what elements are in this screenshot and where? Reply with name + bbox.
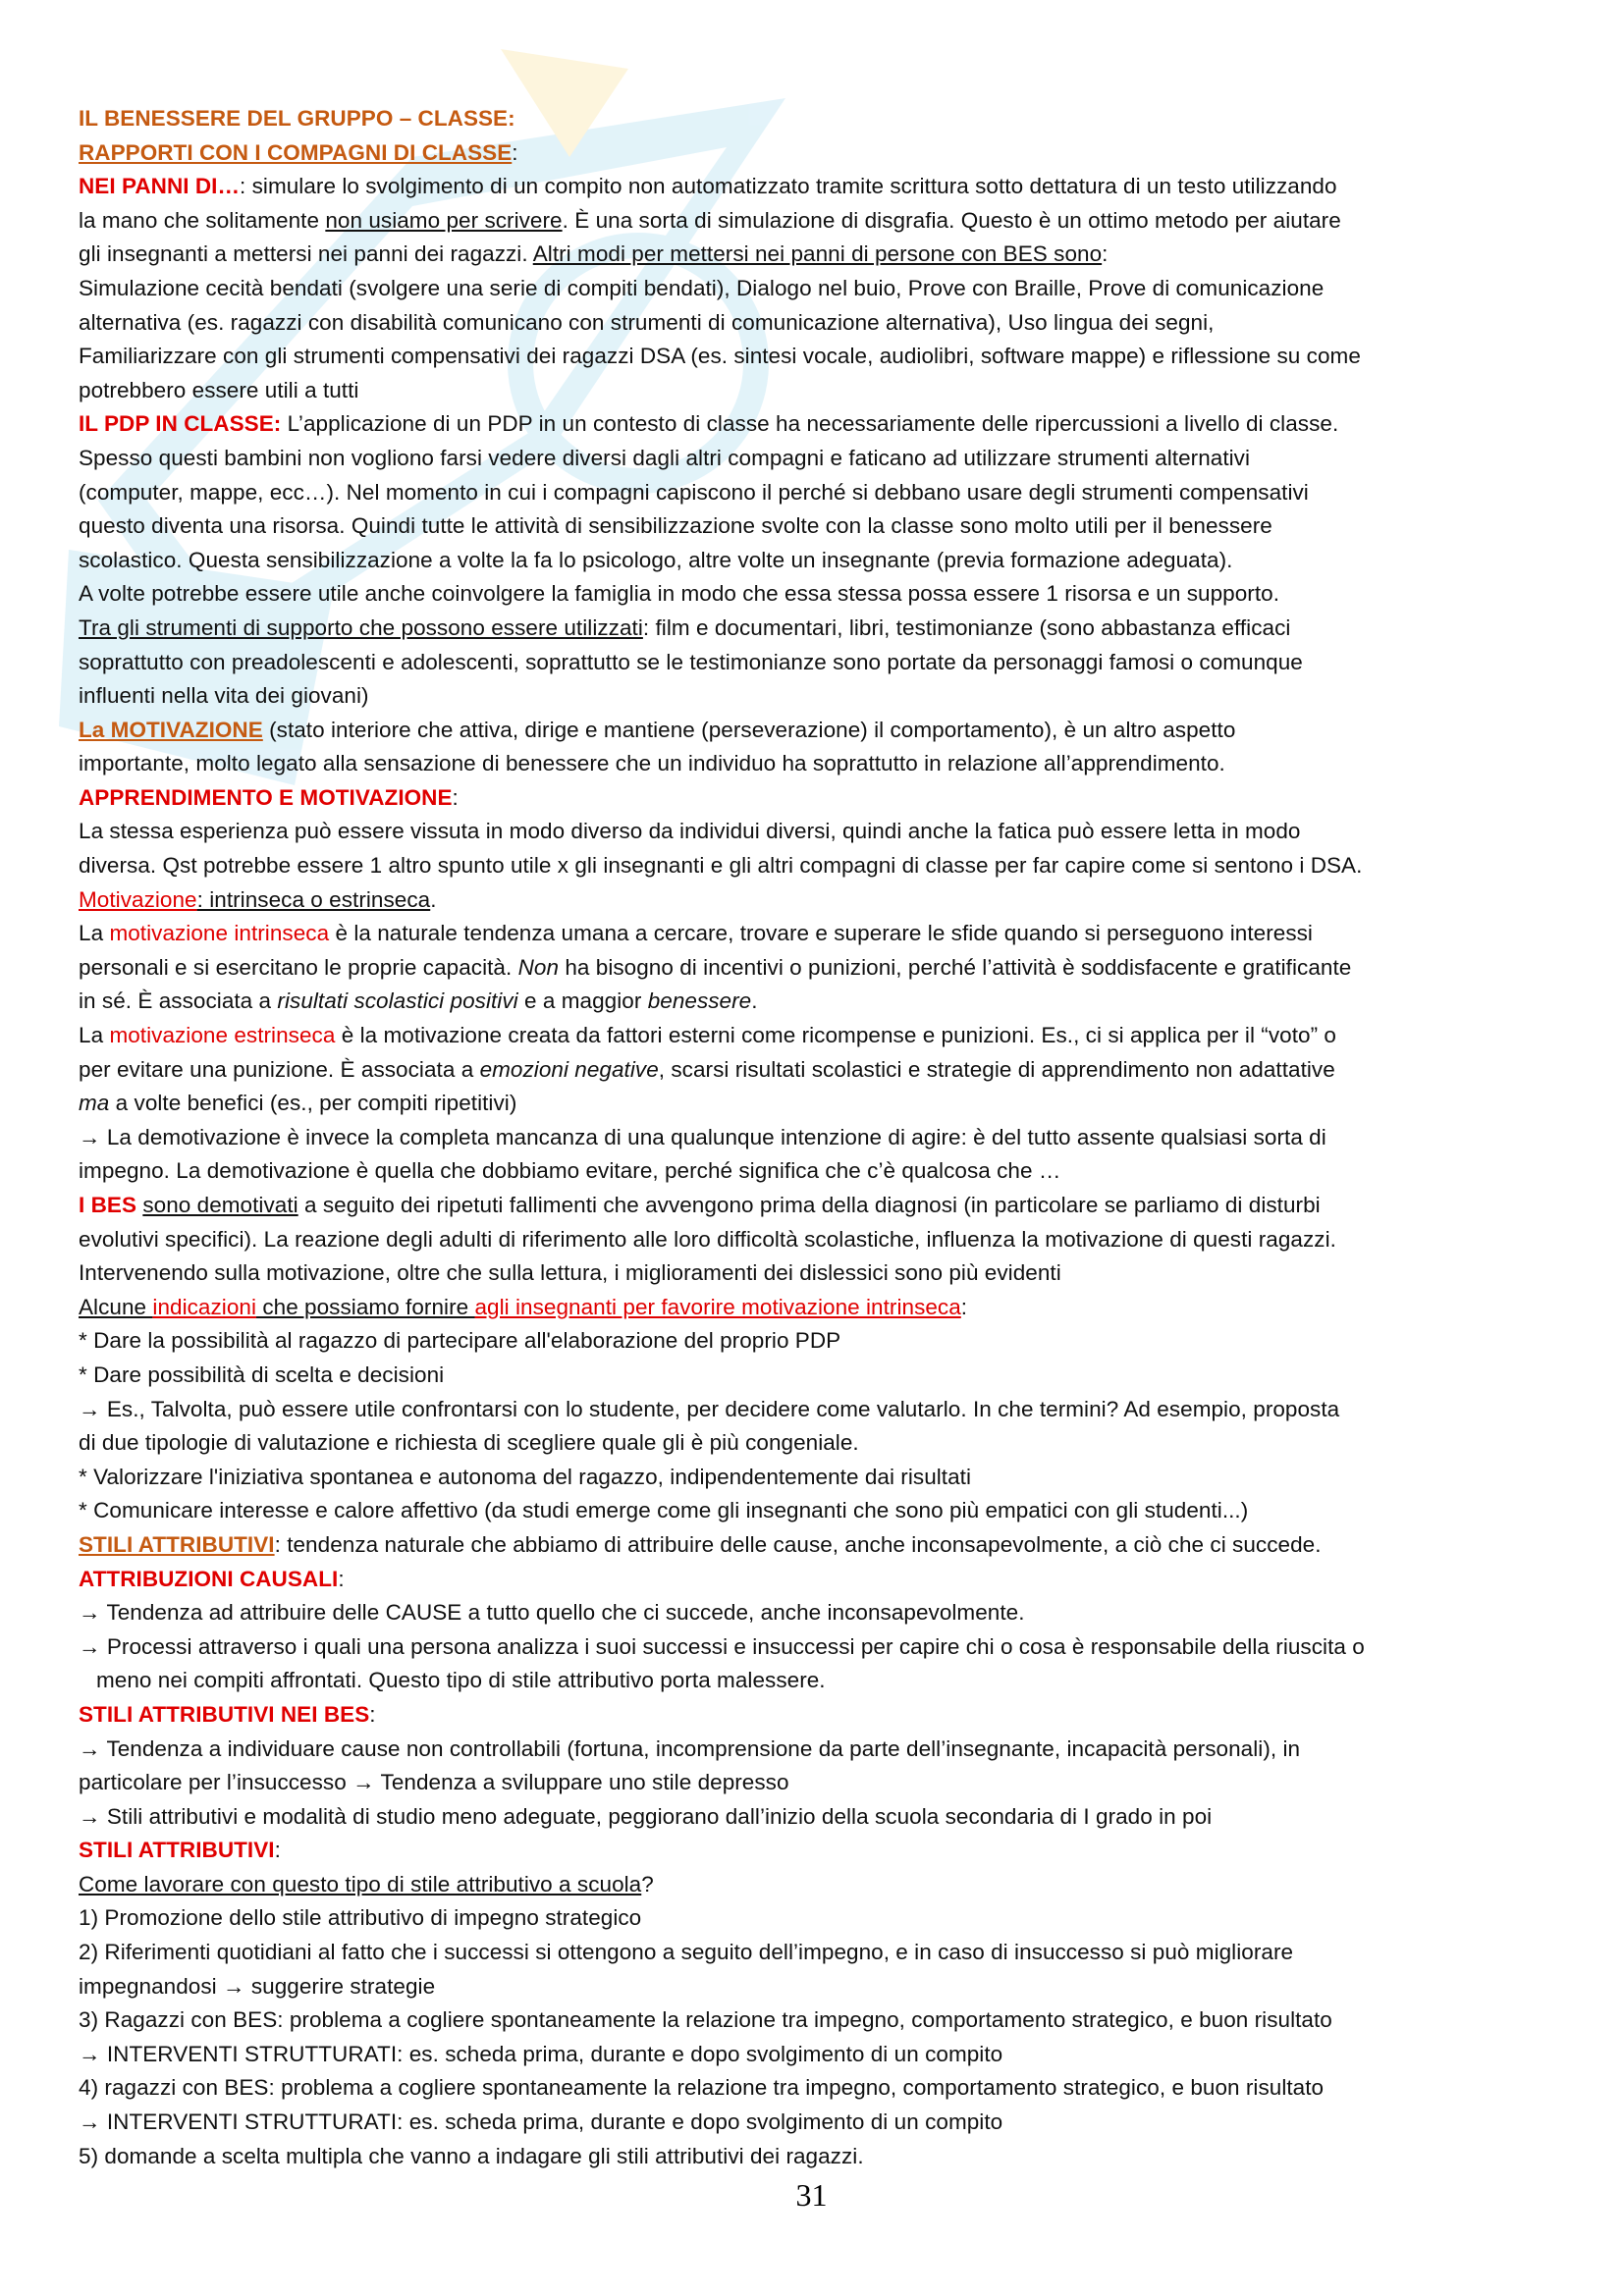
text-line bbox=[79, 1970, 1551, 2004]
text-line bbox=[79, 476, 1551, 510]
text-run: diversa. Qst potrebbe essere 1 altro spunto utile x gli insegnanti e gli altri compagni di classe per far capire come si sentono i DSA. bbox=[79, 853, 1363, 879]
text-run: 1) Promozione dello stile attributivo di impegno strategico bbox=[79, 1905, 642, 1931]
text-run: . È una sorta di simulazione di disgrafia. Questo è un ottimo metodo per aiutare bbox=[562, 207, 1341, 233]
text-line bbox=[79, 714, 1551, 748]
page-number: 31 bbox=[795, 2177, 828, 2213]
text-line bbox=[79, 815, 1551, 849]
text-line bbox=[79, 1528, 1551, 1563]
text-line bbox=[79, 1733, 1551, 1767]
text-run: → Tendenza a individuare cause non controllabili (fortuna, incomprensione da parte dell’insegnante, incapacità personali), in bbox=[79, 1735, 1301, 1761]
text-run: → Tendenza ad attribuire delle CAUSE a tutto quello che ci succede, anche inconsapevolmente. bbox=[79, 1600, 1025, 1626]
text-line bbox=[79, 1868, 1551, 1902]
text-line bbox=[79, 917, 1551, 951]
text-run: (computer, mappe, ecc…). Nel momento in cui i compagni capiscono il perché si debbano usare degli strumenti compensativi bbox=[79, 479, 1309, 505]
text-line bbox=[79, 2140, 1551, 2174]
text-line bbox=[79, 204, 1551, 239]
text-run: ? bbox=[641, 1871, 654, 1896]
text-line bbox=[79, 1256, 1551, 1291]
text-run: scolastico. Questa sensibilizzazione a volte la fa lo psicologo, altre volte un insegnante (previa formazione adeguata). bbox=[79, 547, 1233, 572]
text-line bbox=[79, 679, 1551, 714]
text-run: A volte potrebbe essere utile anche coinvolgere la famiglia in modo che essa stessa possa essere 1 risorsa e un supporto. bbox=[79, 581, 1279, 607]
text-run: : intrinseca o estrinseca bbox=[196, 886, 431, 912]
text-run: → INTERVENTI STRUTTURATI: es. scheda prima, durante e dopo svolgimento di un compito bbox=[79, 2041, 1003, 2066]
text-line bbox=[79, 1834, 1551, 1868]
text-run: Familiarizzare con gli strumenti compensativi dei ragazzi DSA (es. sintesi vocale, audiolibri, software mappe) e riflessione su come bbox=[79, 344, 1361, 369]
text-run: 5) domande a scelta multipla che vanno a indagare gli stili attributivi dei ragazzi. bbox=[79, 2143, 864, 2168]
text-line bbox=[79, 747, 1551, 781]
text-run: : tendenza naturale che abbiamo di attribuire delle cause, anche inconsapevolmente, a ciò che ci succede. bbox=[274, 1531, 1322, 1557]
page-body bbox=[79, 102, 1551, 2173]
text-run: agli insegnanti per favorire motivazione intrinseca bbox=[474, 1294, 961, 1319]
text-line bbox=[79, 1664, 1551, 1698]
text-run: evolutivi specifici). La reazione degli adulti di riferimento alle loro difficoltà scolastiche, influenza la motivazione di questi ragazzi. bbox=[79, 1226, 1336, 1252]
text-line bbox=[79, 781, 1551, 816]
text-line bbox=[79, 577, 1551, 612]
text-line bbox=[79, 646, 1551, 680]
text-run: di due tipologie di valutazione e richiesta di scegliere quale gli è più congeniale. bbox=[79, 1430, 859, 1456]
text-run: importante, molto legato alla sensazione di benessere che un individuo ha soprattutto in relazione all’apprendimento. bbox=[79, 751, 1225, 776]
text-run: questo diventa una risorsa. Quindi tutte le attività di sensibilizzazione svolte con la classe sono molto utili per il benessere bbox=[79, 513, 1272, 539]
text-run: La bbox=[79, 921, 110, 946]
text-run: : bbox=[512, 139, 518, 165]
text-run: per evitare una punizione. È associata a bbox=[79, 1056, 480, 1082]
text-run: sono demotivati bbox=[142, 1193, 298, 1217]
text-line bbox=[79, 1698, 1551, 1733]
text-run: non usiamo per scrivere bbox=[325, 207, 563, 233]
text-run: personali e si esercitano le proprie capacità. bbox=[79, 954, 518, 980]
text-run: (stato interiore che attiva, dirige e mantiene (perseverazione) il comportamento), è un altro aspetto bbox=[262, 717, 1236, 742]
text-run: → Es., Talvolta, può essere utile confrontarsi con lo studente, per decidere come valutarlo. In che termini? Ad esempio, proposta bbox=[79, 1396, 1340, 1421]
text-run: impegnandosi → suggerire strategie bbox=[79, 1973, 436, 1999]
text-line bbox=[79, 544, 1551, 578]
text-line bbox=[79, 2106, 1551, 2140]
text-run: : bbox=[1102, 241, 1109, 267]
text-line bbox=[79, 1324, 1551, 1359]
text-line bbox=[79, 1800, 1551, 1835]
text-run: risultati scolastici positivi bbox=[277, 988, 518, 1014]
text-line bbox=[79, 2003, 1551, 2038]
text-run: impegno. La demotivazione è quella che dobbiamo evitare, perché significa che c’è qualcosa che … bbox=[79, 1158, 1061, 1184]
text-run: * Valorizzare l'iniziativa spontanea e autonoma del ragazzo, indipendentemente dai risultati bbox=[79, 1464, 972, 1489]
text-run: : film e documentari, libri, testimonianze (sono abbastanza efficaci bbox=[642, 614, 1291, 640]
text-run: . bbox=[430, 886, 437, 912]
text-run: gli insegnanti a mettersi nei panni dei ragazzi. bbox=[79, 241, 533, 267]
text-line bbox=[79, 1426, 1551, 1461]
text-line bbox=[79, 612, 1551, 646]
text-line bbox=[79, 2071, 1551, 2106]
text-run: : simulare lo svolgimento di un compito non automatizzato tramite scrittura sotto dettatura di un testo utilizzando bbox=[240, 174, 1337, 199]
text-run: Altri modi per mettersi nei panni di persone con BES sono bbox=[532, 241, 1103, 267]
text-line bbox=[79, 1019, 1551, 1053]
text-line bbox=[79, 1494, 1551, 1528]
text-run: 4) ragazzi con BES: problema a cogliere spontaneamente la relazione tra impegno, comportamento strategico, e buon risultato bbox=[79, 2075, 1325, 2101]
text-line bbox=[79, 2038, 1551, 2072]
text-line bbox=[79, 1121, 1551, 1155]
text-run: benessere bbox=[647, 988, 752, 1014]
text-run: : bbox=[452, 784, 459, 810]
text-line bbox=[79, 1393, 1551, 1427]
text-run: Tra gli strumenti di supporto che possono essere utilizzati bbox=[79, 614, 643, 640]
text-run: La MOTIVAZIONE bbox=[79, 717, 263, 742]
text-line bbox=[79, 1223, 1551, 1257]
text-run: IL PDP IN CLASSE: bbox=[79, 411, 282, 437]
text-run: : bbox=[338, 1566, 345, 1591]
text-line bbox=[79, 1359, 1551, 1393]
text-line bbox=[79, 1087, 1551, 1121]
text-line bbox=[79, 1189, 1551, 1223]
text-run: Motivazione bbox=[79, 886, 197, 912]
text-line bbox=[79, 509, 1551, 544]
text-run: influenti nella vita dei giovani) bbox=[79, 683, 369, 709]
text-line bbox=[79, 1461, 1551, 1495]
text-run: La bbox=[79, 1023, 110, 1048]
text-line bbox=[79, 136, 1551, 171]
text-line bbox=[79, 883, 1551, 918]
text-run: → La demotivazione è invece la completa mancanza di una qualunque intenzione di agire: è del tutto assente qualsiasi sorta di bbox=[79, 1124, 1326, 1149]
text-line bbox=[79, 238, 1551, 272]
text-run: che possiamo fornire bbox=[256, 1294, 475, 1319]
text-run: → Stili attributivi e modalità di studio meno adeguate, peggiorano dall’inizio della scuola secondaria di I grado in poi bbox=[79, 1803, 1213, 1829]
text-line bbox=[79, 170, 1551, 204]
text-run: RAPPORTI CON I COMPAGNI DI CLASSE bbox=[79, 139, 513, 165]
text-run: in sé. È associata a bbox=[79, 988, 278, 1014]
text-line bbox=[79, 340, 1551, 374]
text-run: ATTRIBUZIONI CAUSALI bbox=[79, 1566, 339, 1591]
text-line bbox=[79, 1936, 1551, 1970]
text-run: NEI PANNI DI… bbox=[79, 174, 240, 199]
text-run: ma bbox=[79, 1091, 110, 1116]
text-run: meno nei compiti affrontati. Questo tipo di stile attributivo porta malessere. bbox=[96, 1668, 826, 1693]
text-run: * Comunicare interesse e calore affettivo (da studi emerge come gli insegnanti che sono più empatici con gli studenti...) bbox=[79, 1498, 1249, 1523]
text-run: è la naturale tendenza umana a cercare, trovare e superare le sfide quando si perseguono interessi bbox=[329, 921, 1313, 946]
text-run: STILI ATTRIBUTIVI bbox=[79, 1531, 275, 1557]
text-line bbox=[79, 985, 1551, 1019]
text-run: → INTERVENTI STRUTTURATI: es. scheda prima, durante e dopo svolgimento di un compito bbox=[79, 2109, 1003, 2135]
text-run: soprattutto con preadolescenti e adolescenti, soprattutto se le testimonianze sono portate da personaggi famosi o comunque bbox=[79, 649, 1303, 674]
text-run: potrebbero essere utili a tutti bbox=[79, 377, 359, 402]
text-line bbox=[79, 1154, 1551, 1189]
text-run: * Dare la possibilità al ragazzo di partecipare all'elaborazione del proprio PDP bbox=[79, 1328, 841, 1354]
text-line bbox=[79, 1766, 1551, 1800]
text-run: la mano che solitamente bbox=[79, 207, 326, 233]
text-run: STILI ATTRIBUTIVI bbox=[79, 1838, 275, 1863]
text-line bbox=[79, 272, 1551, 306]
text-run: Intervenendo sulla motivazione, oltre che sulla lettura, i miglioramenti dei dislessici sono più evidenti bbox=[79, 1260, 1061, 1286]
text-run: * Dare possibilità di scelta e decisioni bbox=[79, 1362, 445, 1387]
text-run: alternativa (es. ragazzi con disabilità comunicano con strumenti di comunicazione alternativa), Uso lingua dei segni, bbox=[79, 309, 1215, 335]
text-line bbox=[79, 1596, 1551, 1630]
text-run: STILI ATTRIBUTIVI NEI BES bbox=[79, 1701, 370, 1727]
text-run: 2) Riferimenti quotidiani al fatto che i successi si ottengono a seguito dell’impegno, e in caso di insuccesso si può migliorare bbox=[79, 1940, 1294, 1965]
text-run: . bbox=[751, 988, 758, 1014]
text-run: Alcune bbox=[79, 1294, 153, 1319]
text-run: emozioni negative bbox=[479, 1056, 659, 1082]
text-run: 3) Ragazzi con BES: problema a cogliere spontaneamente la relazione tra impegno, comportamento strategico, e buon risultato bbox=[79, 2007, 1332, 2033]
text-line bbox=[79, 374, 1551, 408]
text-run: : bbox=[274, 1838, 281, 1863]
text-line bbox=[79, 1053, 1551, 1088]
text-line bbox=[79, 407, 1551, 442]
text-line bbox=[79, 306, 1551, 341]
text-run: Spesso questi bambini non vogliono farsi vedere diversi dagli altri compagni e faticano ad utilizzare strumenti alternativi bbox=[79, 445, 1251, 470]
text-run: ha bisogno di incentivi o punizioni, perché l’attività è soddisfacente e gratificante bbox=[559, 954, 1352, 980]
text-run: motivazione intrinseca bbox=[109, 921, 330, 946]
text-run: motivazione estrinseca bbox=[109, 1023, 336, 1048]
text-run: : bbox=[960, 1294, 968, 1319]
text-run: L’applicazione di un PDP in un contesto di classe ha necessariamente delle ripercussioni a livello di classe. bbox=[281, 411, 1339, 437]
text-line bbox=[79, 849, 1551, 883]
text-line bbox=[79, 442, 1551, 476]
text-run: è la motivazione creata da fattori esterni come ricompense e punizioni. Es., ci si applica per il “voto” o bbox=[335, 1023, 1336, 1048]
text-run: , scarsi risultati scolastici e strategie di apprendimento non adattative bbox=[658, 1056, 1335, 1082]
text-run: a seguito dei ripetuti fallimenti che avvengono prima della diagnosi (in particolare se parliamo di disturbi bbox=[298, 1193, 1321, 1217]
text-run: : bbox=[369, 1701, 376, 1727]
text-run: indicazioni bbox=[152, 1294, 257, 1319]
text-run: Simulazione cecità bendati (svolgere una serie di compiti bendati), Dialogo nel buio, Prove con Braille, Prove di comunicazione bbox=[79, 275, 1325, 300]
text-run: La stessa esperienza può essere vissuta in modo diverso da individui diversi, quindi anche la fatica può essere letta in modo bbox=[79, 819, 1301, 844]
text-line bbox=[79, 102, 1551, 136]
text-line bbox=[79, 1563, 1551, 1597]
text-line bbox=[79, 1630, 1551, 1665]
text-run: APPRENDIMENTO E MOTIVAZIONE bbox=[79, 784, 453, 810]
text-line bbox=[79, 1901, 1551, 1936]
text-run: a volte benefici (es., per compiti ripetitivi) bbox=[109, 1091, 517, 1116]
text-run: → Processi attraverso i quali una persona analizza i suoi successi e insuccessi per capire chi o cosa è responsabile della riuscita o bbox=[79, 1633, 1365, 1659]
text-line bbox=[79, 1291, 1551, 1325]
text-run: e a maggior bbox=[517, 988, 648, 1014]
text-run: Come lavorare con questo tipo di stile attributivo a scuola bbox=[79, 1871, 642, 1896]
text-run: I BES bbox=[79, 1193, 137, 1217]
text-run: IL BENESSERE DEL GRUPPO – CLASSE: bbox=[79, 106, 515, 131]
text-run: particolare per l’insuccesso → Tendenza a sviluppare uno stile depresso bbox=[79, 1770, 789, 1795]
text-line bbox=[79, 951, 1551, 986]
text-run: Non bbox=[517, 954, 560, 980]
